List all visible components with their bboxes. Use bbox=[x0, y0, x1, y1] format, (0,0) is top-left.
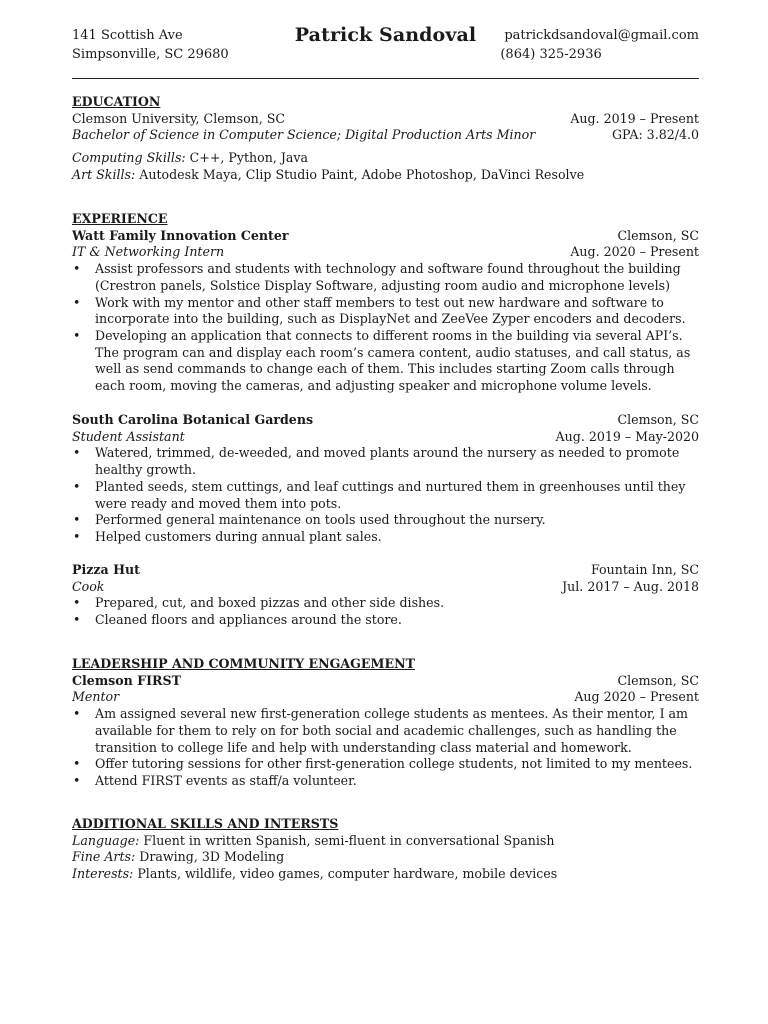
leadership-location: Clemson, SC bbox=[617, 672, 699, 688]
bullet-item: • Cleaned floors and appliances around the store. bbox=[72, 612, 699, 629]
job-org: Watt Family Innovation Center bbox=[72, 227, 289, 243]
job-org: South Carolina Botanical Gardens bbox=[72, 412, 314, 427]
art-skills-label: Art Skills: bbox=[72, 166, 136, 182]
bullet-item: • Developing an application that connects to different rooms in the building via several API’s. The program can and display each room’s camera content, audio statuses, and call status, as well as send commands to change each of them. This includes starting Zoom calls through each room, moving the cameras, and adjusting speaker and microphone volume levels. bbox=[72, 328, 699, 395]
computing-skills-label: Computing Skills: bbox=[72, 150, 186, 166]
leadership-section bbox=[72, 656, 699, 790]
art-skills bbox=[72, 167, 699, 184]
section-title: EXPERIENCE bbox=[72, 211, 168, 226]
job-bullets bbox=[72, 445, 699, 545]
bullet-item: • Am assigned several new first-generation college students as mentees. As their mentor, I am available for them to rely on for both social and academic challenges, such as handling the transition to college life and help with understanding class material and homework. bbox=[72, 706, 699, 756]
education-section bbox=[72, 94, 699, 184]
bullet-item: • Helped customers during annual plant sales. bbox=[72, 529, 699, 546]
job-entry bbox=[72, 228, 699, 395]
fine-arts-label: Fine Arts: bbox=[72, 849, 136, 865]
job-org: Pizza Hut bbox=[72, 562, 140, 577]
additional-section bbox=[72, 816, 699, 883]
bullet-item: • Assist professors and students with technology and software found throughout the building (Crestron panels, Solstice Display Software, adjusting room audio and microphone levels) bbox=[72, 261, 699, 294]
experience-section bbox=[72, 211, 699, 395]
section-title: ADDITIONAL SKILLS AND INTERSTS bbox=[72, 816, 339, 831]
leadership-org: Clemson FIRST bbox=[72, 672, 181, 688]
job-location: Clemson, SC bbox=[617, 412, 699, 427]
bullet-item: • Attend FIRST events as staff/a volunteer. bbox=[72, 773, 699, 790]
job-location: Fountain Inn, SC bbox=[590, 562, 699, 577]
interests-label: Interests: bbox=[72, 866, 134, 882]
job-dates: Aug. 2019 – May-2020 bbox=[555, 428, 699, 444]
address-line-1: 141 Scottish Ave bbox=[72, 28, 183, 43]
fine-arts-value: Drawing, 3D Modeling bbox=[135, 849, 285, 865]
bullet-item: • Work with my mentor and other staff members to test out new hardware and software to incorporate into the building, such as DisplayNet and ZeeVee Zyper encoders and decoders. bbox=[72, 295, 699, 328]
resume-page bbox=[72, 0, 699, 1024]
job-role: Cook bbox=[72, 578, 105, 594]
header-divider bbox=[72, 78, 699, 79]
leadership-role: Mentor bbox=[72, 689, 120, 705]
interests-line bbox=[72, 866, 699, 883]
leadership-dates: Aug 2020 – Present bbox=[574, 689, 699, 705]
job-bullets bbox=[72, 261, 699, 395]
job-entry bbox=[72, 562, 699, 629]
fine-arts-line bbox=[72, 849, 699, 866]
degree: Bachelor of Science in Computer Science; Digital Production Arts Minor bbox=[72, 127, 536, 143]
language-label: Language: bbox=[72, 832, 140, 848]
computing-skills-value: C++, Python, Java bbox=[185, 150, 309, 166]
job-bullets bbox=[72, 595, 699, 628]
job-dates: Jul. 2017 – Aug. 2018 bbox=[562, 578, 699, 594]
interests-value: Plants, wildlife, video games, computer hardware, mobile devices bbox=[133, 866, 558, 882]
language-value: Fluent in written Spanish, semi-fluent in conversational Spanish bbox=[139, 832, 555, 848]
job-role: Student Assistant bbox=[72, 428, 185, 444]
computing-skills bbox=[72, 150, 699, 167]
email: patrickdsandoval@gmail.com bbox=[504, 28, 699, 43]
gpa: GPA: 3.82/4.0 bbox=[611, 127, 699, 143]
bullet-item: • Prepared, cut, and boxed pizzas and other side dishes. bbox=[72, 595, 699, 612]
address-line-2: Simpsonville, SC 29680 bbox=[72, 47, 229, 62]
bullet-item: • Watered, trimmed, de-weeded, and moved plants around the nursery as needed to promote healthy growth. bbox=[72, 445, 699, 478]
leadership-bullets bbox=[72, 706, 699, 790]
language-line bbox=[72, 833, 699, 850]
phone: (864) 325-2936 bbox=[500, 47, 602, 62]
resume-name: Patrick Sandoval bbox=[294, 24, 477, 46]
contact-block bbox=[500, 26, 699, 64]
school: Clemson University, Clemson, SC bbox=[72, 110, 286, 126]
bullet-item: • Offer tutoring sessions for other first-generation college students, not limited to my mentees. bbox=[72, 756, 699, 773]
section-title: EDUCATION bbox=[72, 94, 161, 109]
bullet-item: • Planted seeds, stem cuttings, and leaf cuttings and nurtured them in greenhouses until they were ready and moved them into pots. bbox=[72, 479, 699, 512]
art-skills-value: Autodesk Maya, Clip Studio Paint, Adobe Photoshop, DaVinci Resolve bbox=[135, 166, 585, 182]
job-entry bbox=[72, 412, 699, 546]
resume-header bbox=[72, 26, 699, 70]
job-location: Clemson, SC bbox=[617, 227, 699, 243]
job-role: IT & Networking Intern bbox=[72, 244, 225, 260]
section-title: LEADERSHIP AND COMMUNITY ENGAGEMENT bbox=[72, 656, 415, 671]
job-dates: Aug. 2020 – Present bbox=[570, 244, 699, 260]
bullet-item: • Performed general maintenance on tools used throughout the nursery. bbox=[72, 512, 699, 529]
education-dates: Aug. 2019 – Present bbox=[570, 110, 699, 126]
